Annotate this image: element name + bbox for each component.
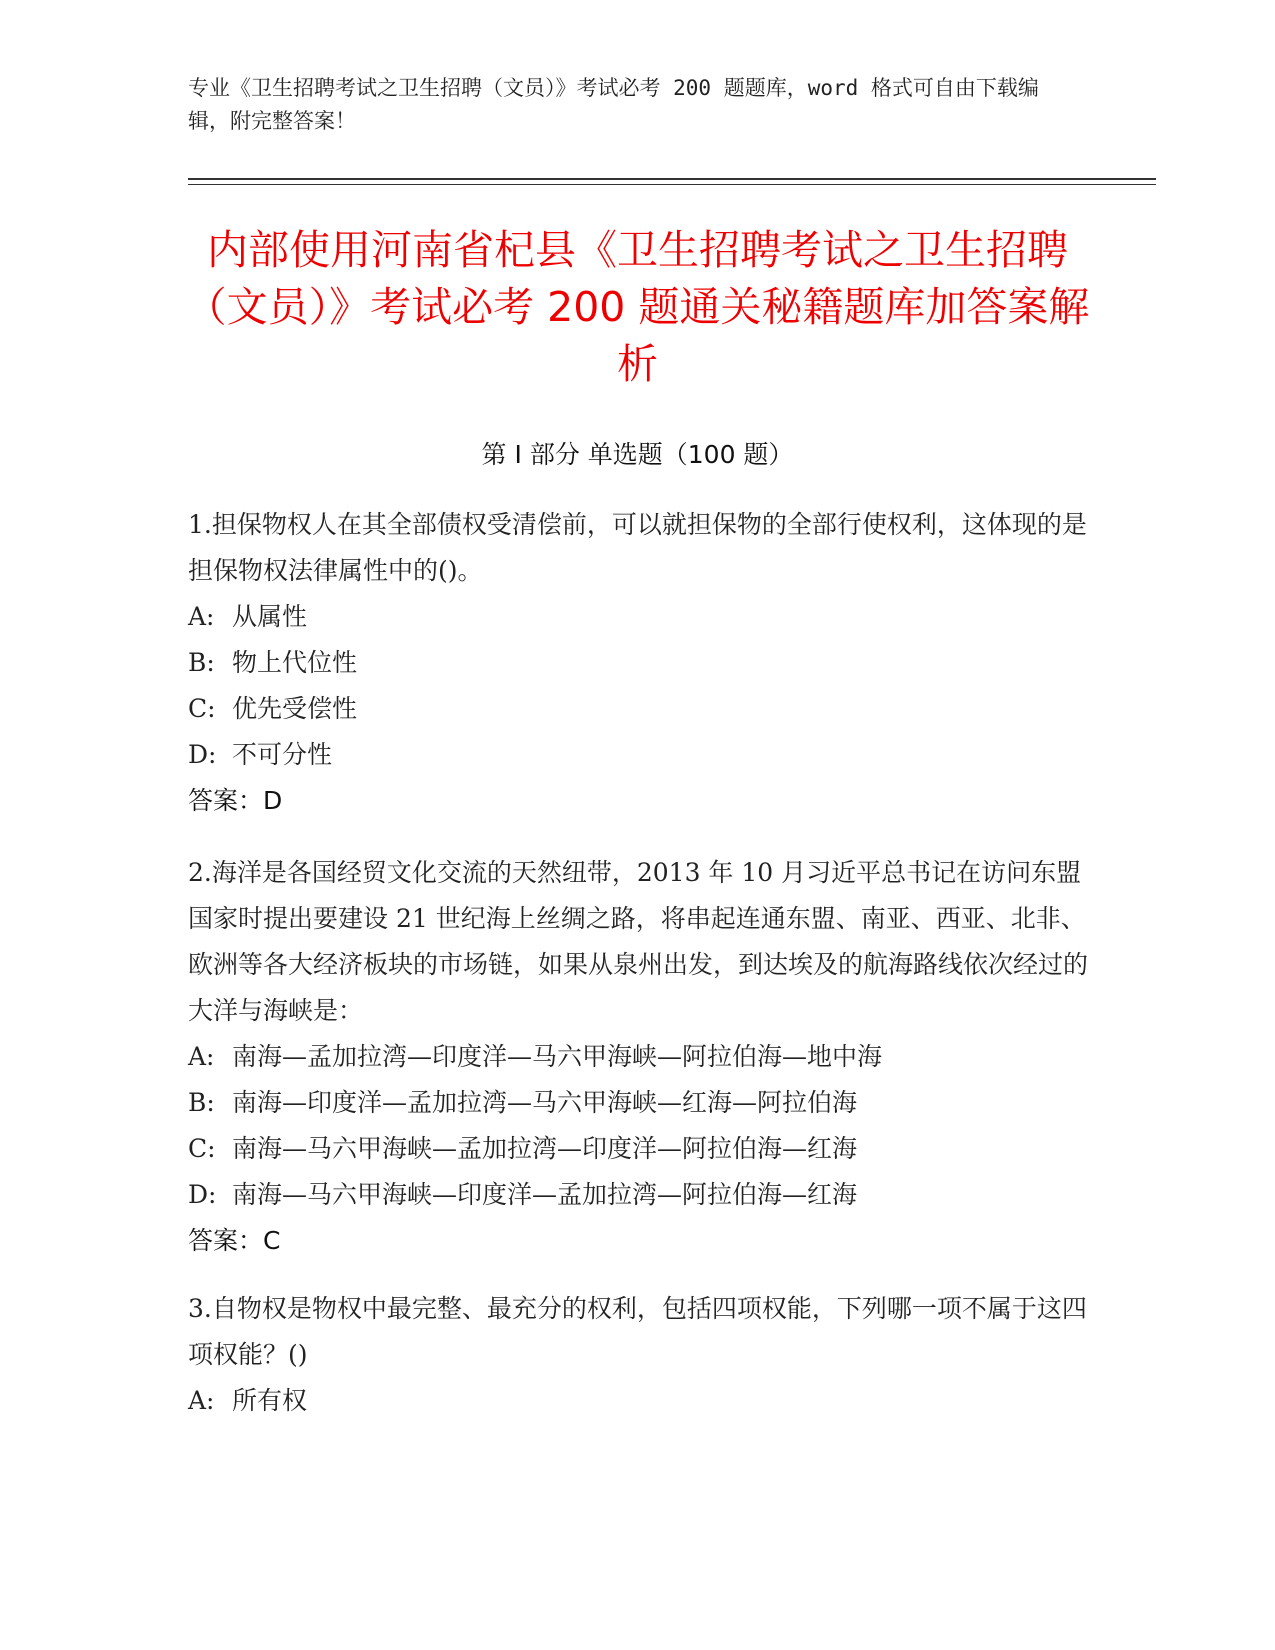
option-a (188, 1034, 1088, 1080)
option-text: 优先受偿性 (232, 694, 358, 723)
option-letter: A: (188, 1386, 215, 1415)
option-letter: A: (188, 1042, 215, 1071)
option-d (188, 1172, 1088, 1218)
option-letter: B: (188, 648, 215, 677)
option-b (188, 640, 1088, 686)
question-2 (188, 850, 1088, 1264)
option-b (188, 1080, 1088, 1126)
option-letter: C: (188, 694, 216, 723)
header-note: 专业《卫生招聘考试之卫生招聘（文员）》考试必考 200 题题库，word 格式可自由下载编辑，附完整答案！ (188, 76, 1039, 133)
option-text: 从属性 (232, 602, 308, 631)
question-stem: 2.海洋是各国经贸文化交流的天然纽带，2013 年 10 月习近平总书记在访问东盟国家时提出要建设 21 世纪海上丝绸之路，将串起连通东盟、南亚、西亚、北非、欧洲等各大经济板块的市场链，如果从泉州出发，到达埃及的航海路线依次经过的大洋与海峡是： (188, 858, 1089, 1025)
option-a (188, 594, 1088, 640)
option-letter: C: (188, 1134, 216, 1163)
option-text: 南海—马六甲海峡—印度洋—孟加拉湾—阿拉伯海—红海 (232, 1180, 858, 1209)
option-c (188, 1126, 1088, 1172)
answer-label: 答案：C (188, 1226, 281, 1255)
option-text: 南海—马六甲海峡—孟加拉湾—印度洋—阿拉伯海—红海 (232, 1134, 858, 1163)
option-letter: B: (188, 1088, 215, 1117)
question-stem: 1.担保物权人在其全部债权受清偿前，可以就担保物的全部行使权利，这体现的是担保物权法律属性中的()。 (188, 510, 1087, 585)
option-text: 不可分性 (232, 740, 333, 769)
option-text: 南海—印度洋—孟加拉湾—马六甲海峡—红海—阿拉伯海 (232, 1088, 858, 1117)
option-text: 所有权 (232, 1386, 308, 1415)
option-a (188, 1378, 1088, 1424)
section-heading: 第 I 部分 单选题（100 题） (481, 440, 794, 469)
option-text: 物上代位性 (232, 648, 358, 677)
question-3 (188, 1286, 1088, 1424)
option-letter: D: (188, 740, 217, 769)
header-divider-thin (188, 184, 1156, 185)
option-text: 南海—孟加拉湾—印度洋—马六甲海峡—阿拉伯海—地中海 (232, 1042, 883, 1071)
header-divider-thick (188, 178, 1156, 180)
answer-label: 答案：D (188, 786, 283, 815)
option-d (188, 732, 1088, 778)
question-1 (188, 502, 1088, 824)
option-letter: D: (188, 1180, 217, 1209)
option-c (188, 686, 1088, 732)
document-title: 内部使用河南省杞县《卫生招聘考试之卫生招聘（文员）》考试必考 200 题通关秘籍题库加答案解析 (185, 226, 1090, 388)
option-letter: A: (188, 602, 215, 631)
question-stem: 3.自物权是物权中最完整、最充分的权利，包括四项权能，下列哪一项不属于这四项权能？() (188, 1294, 1087, 1369)
